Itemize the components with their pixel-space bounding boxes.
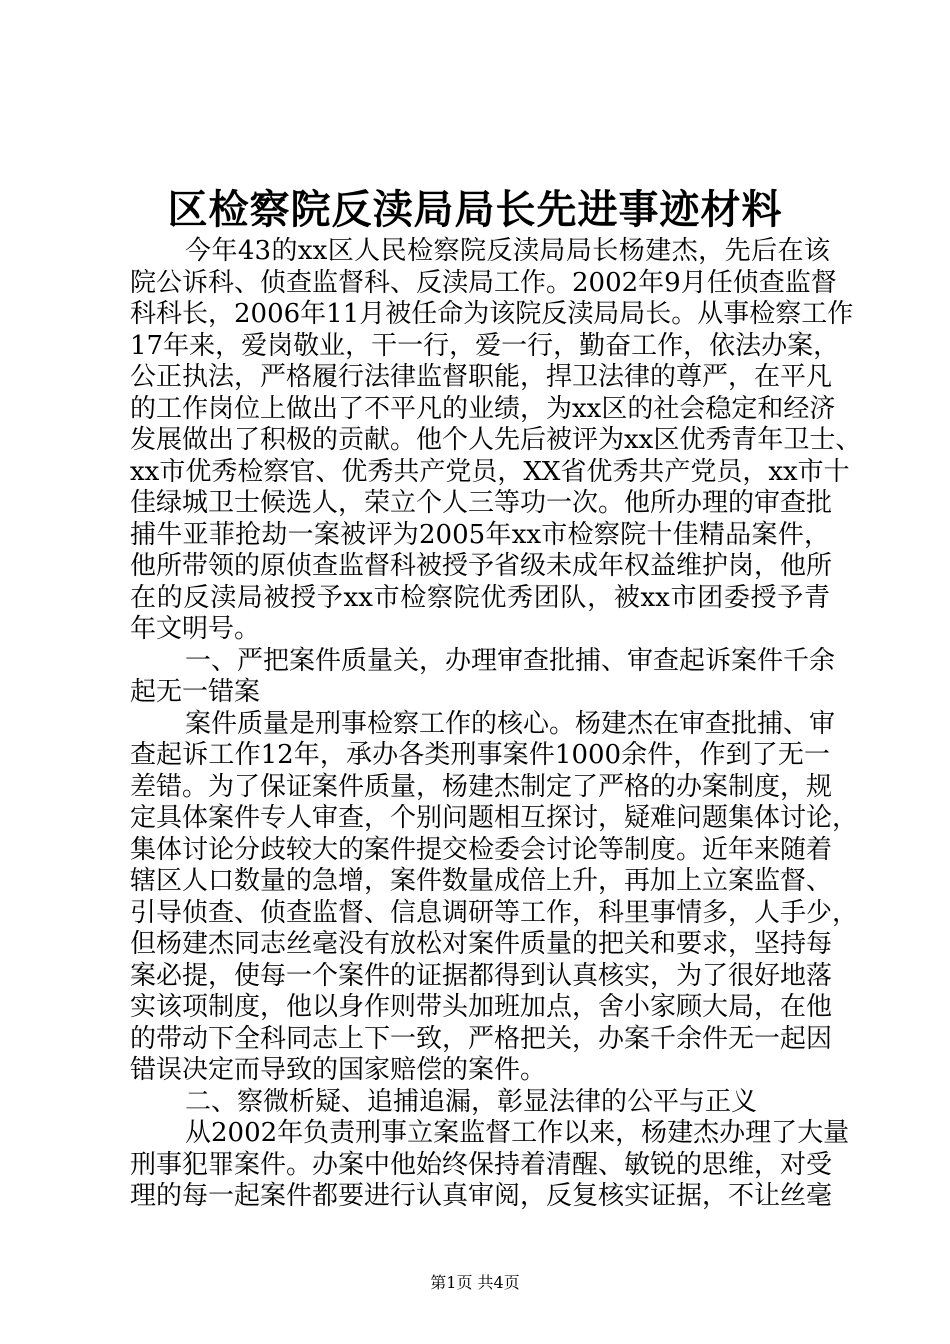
text-line: 今年43的xx区人民检察院反渎局局长杨建杰，先后在该 (185, 236, 830, 266)
text-line: 但杨建杰同志丝毫没有放松对案件质量的把关和要求，坚持每 (130, 929, 833, 959)
text-line: 辖区人口数量的急增，案件数量成倍上升，再加上立案监督、 (130, 866, 833, 896)
text-line: 17年来，爱岗敬业，干一行，爱一行，勤奋工作，依法办案， (130, 330, 840, 361)
text-line: 实该项制度，他以身作则带头加班加点，舍小家顾大局，在他 (130, 992, 833, 1022)
text-line: 差错。为了保证案件质量，杨建杰制定了严格的办案制度，规 (130, 771, 833, 802)
text-line: 定具体案件专人审查，个别问题相互探讨，疑难问题集体讨论， (130, 803, 859, 833)
text-line: 他所带领的原侦查监督科被授予省级未成年权益维护岗，他所 (130, 551, 833, 581)
text-line: 一、严把案件质量关，办理审查批捕、审查起诉案件千余 (185, 645, 836, 676)
text-line: 案必提，使每一个案件的证据都得到认真核实，为了很好地落 (130, 960, 833, 991)
text-line: 发展做出了积极的贡献。他个人先后被评为xx区优秀青年卫士、 (130, 425, 862, 455)
text-line: 年文明号。 (130, 614, 261, 644)
text-line: 的工作岗位上做出了不平凡的业绩，为xx区的社会稳定和经济 (130, 393, 836, 424)
text-line: 引导侦查、侦查监督、信息调研等工作，科里事情多，人手少， (130, 897, 859, 928)
text-line: 在的反渎局被授予xx市检察院优秀团队，被xx市团委授予青 (130, 582, 830, 613)
page-footer: 第1页 共4页 (430, 1273, 520, 1292)
text-line: 集体讨论分歧较大的案件提交检委会讨论等制度。近年来随着 (130, 834, 833, 865)
text-line: 查起诉工作12年，承办各类刑事案件1000余件，作到了无一 (130, 740, 830, 770)
text-line: 从2002年负责刑事立案监督工作以来，杨建杰办理了大量 (185, 1118, 850, 1148)
text-line: 佳绿城卫士候选人，荣立个人三等功一次。他所办理的审查批 (130, 488, 833, 518)
text-line: 公正执法，严格履行法律监督职能，捍卫法律的尊严，在平凡 (130, 362, 833, 392)
text-line: 捕牛亚菲抢劫一案被评为2005年xx市检察院十佳精品案件， (130, 519, 830, 550)
text-line: 院公诉科、侦查监督科、反渎局工作。2002年9月任侦查监督 (130, 267, 837, 298)
text-line: 的带动下全科同志上下一致，严格把关，办案千余件无一起因 (130, 1023, 833, 1054)
document-body (130, 236, 862, 1213)
text-line: 起无一错案 (130, 677, 261, 707)
text-line: 科科长，2006年11月被任命为该院反渎局局长。从事检察工作 (130, 299, 854, 329)
document-title: 区检察院反渎局局长先进事迹材料 (167, 186, 783, 233)
text-line: 错误决定而导致的国家赔偿的案件。 (130, 1055, 547, 1085)
text-line: 刑事犯罪案件。办案中他始终保持着清醒、敏锐的思维，对受 (130, 1149, 833, 1180)
text-line: xx市优秀检察官、优秀共产党员，XX省优秀共产党员，xx市十 (130, 456, 850, 487)
text-line: 二、察微析疑、追捕追漏，彰显法律的公平与正义 (185, 1086, 758, 1117)
text-line: 案件质量是刑事检察工作的核心。杨建杰在审查批捕、审 (185, 708, 836, 739)
text-line: 理的每一起案件都要进行认真审阅，反复核实证据，不让丝毫 (130, 1181, 833, 1211)
